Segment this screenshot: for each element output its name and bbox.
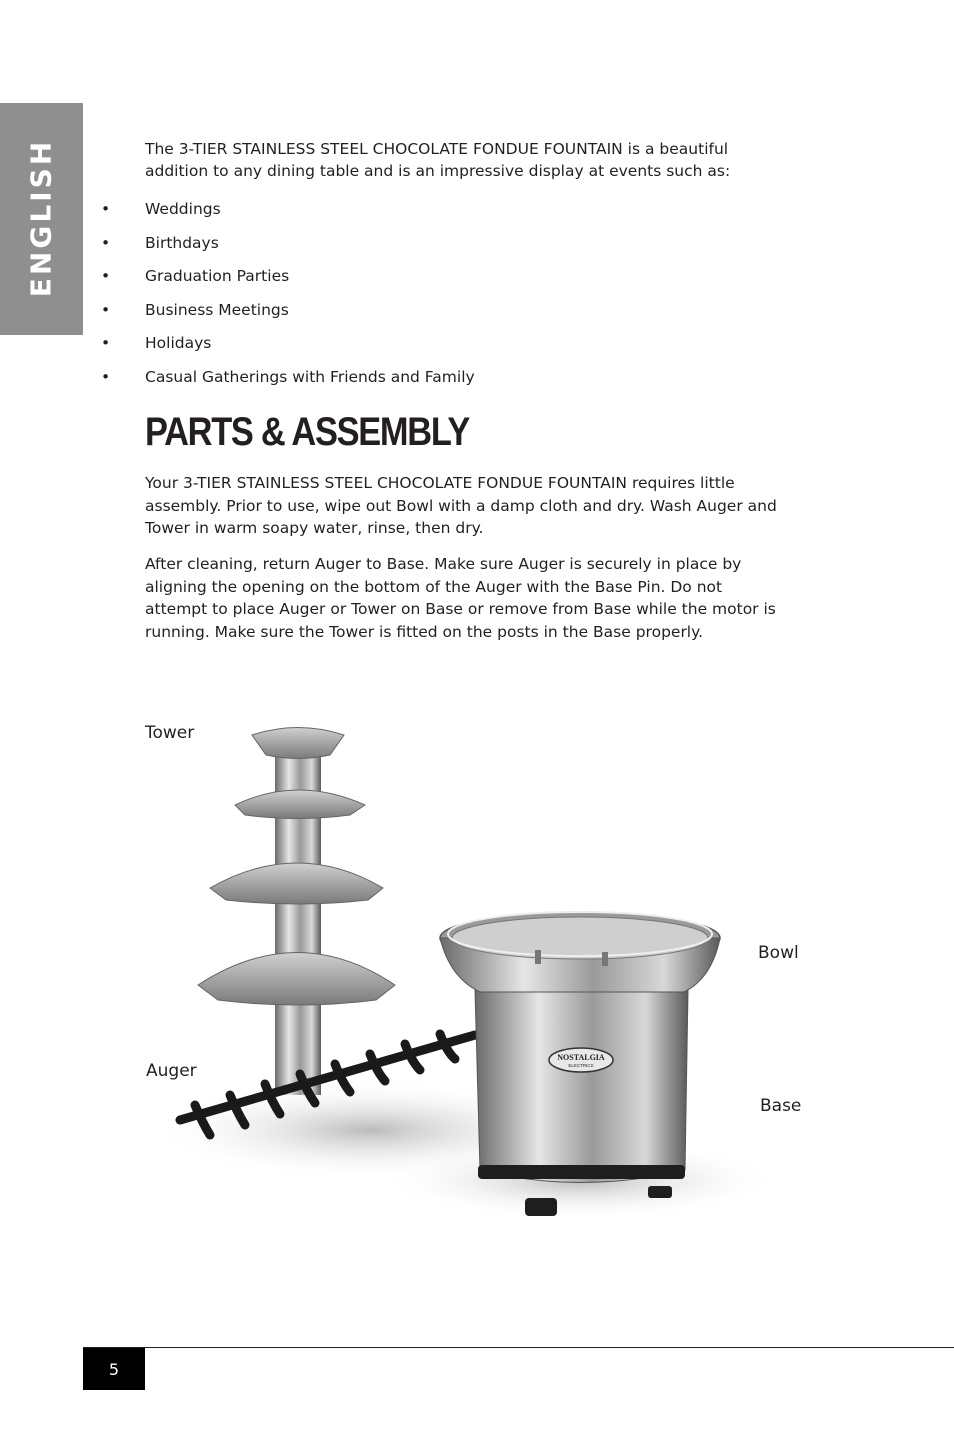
assembly-paragraph-2: After cleaning, return Auger to Base. Make sure Auger is securely in place by aligning the opening on the bottom of the Auger with the Base Pin. Do not attempt to place Auger or Tower on Base or remove from Base while the motor is running. Make sure the Tower is fitted on the posts in the Base properly. [145,555,776,641]
bullet-icon: • [101,267,111,286]
label-base: Base [760,1096,802,1116]
bowl-inner [452,917,708,959]
bullet-icon: • [101,200,111,218]
bullet-icon: • [101,233,111,252]
label-bowl: Bowl [758,943,799,963]
brand-logo-subtext: ELECTRICS [568,1063,594,1068]
tower-tier-bottom [198,953,395,1006]
tower-tier-top [235,790,365,819]
parts-figure [140,710,840,1230]
base-pin [602,952,608,966]
base-bottom-rim [478,1165,685,1179]
page-number: 5 [83,1348,145,1390]
bullet-icon: • [101,367,111,386]
fondue-fountain-illustration [140,710,840,1230]
base-foot [648,1186,672,1198]
base-foot [525,1198,557,1216]
base-body [475,990,688,1183]
footer-divider [83,1347,954,1348]
assembly-paragraph-1: Your 3-TIER STAINLESS STEEL CHOCOLATE FONDUE FOUNTAIN requires little assembly. Prior to use, wipe out Bowl with a damp cloth and dry. Wash Auger and Tower in warm soapy water, rinse, then dry. [145,474,777,537]
brand-logo-text: NOSTALGIA [557,1053,605,1062]
label-tower: Tower [145,723,195,743]
label-auger: Auger [146,1061,197,1081]
bullet-icon: • [101,300,111,319]
language-tab-label: ENGLISH [24,138,58,298]
bullet-icon: • [101,334,111,353]
tower-tier-middle [210,863,383,904]
intro-paragraph: The 3-TIER STAINLESS STEEL CHOCOLATE FONDUE FOUNTAIN is a beautiful addition to any dining table and is an impressive display at events such as: [145,140,731,180]
tower-top-cup [252,728,344,759]
section-title: PARTS & ASSEMBLY [145,410,470,454]
base-pin [535,950,541,964]
